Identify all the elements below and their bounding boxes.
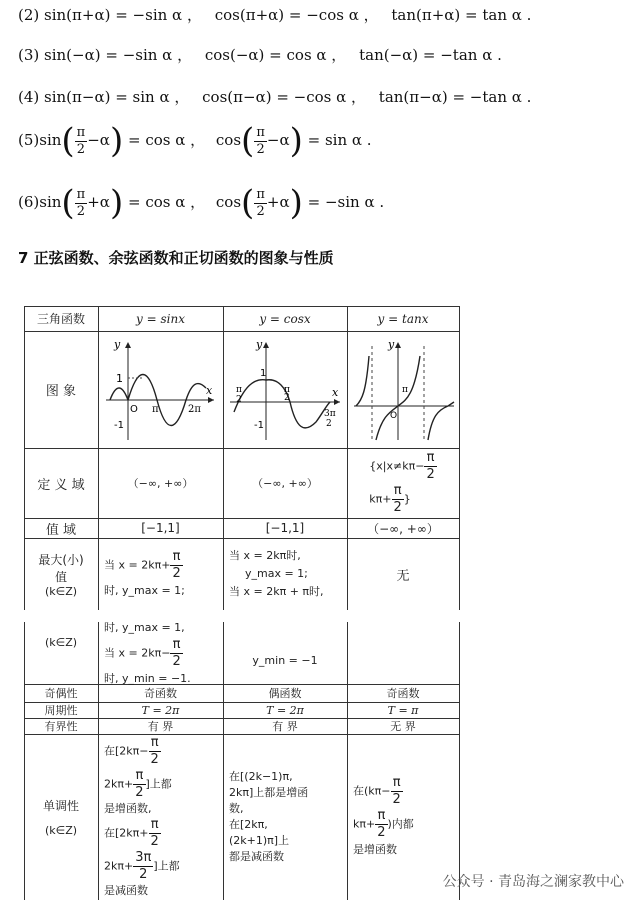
mono-cos-line2: 2kπ]上都是增函 xyxy=(229,786,309,799)
mono-cos-line5: (2k+1)π]上 xyxy=(229,834,290,847)
numerator: π xyxy=(149,817,161,834)
max-label xyxy=(24,538,98,610)
max-tan: 无 xyxy=(396,568,410,584)
denominator: 2 xyxy=(256,203,265,219)
parity-tan: 奇函数 xyxy=(386,687,420,700)
numerator: π xyxy=(375,808,387,825)
mono-cos-line3: 数, xyxy=(229,802,244,815)
fraction xyxy=(392,483,404,516)
fraction xyxy=(75,187,88,220)
mono-sin-line6: 2kπ+ xyxy=(104,859,134,873)
cos-x-label: x xyxy=(332,386,339,399)
mono-sin-line7: ]上都 xyxy=(153,859,180,873)
max-cos xyxy=(223,538,347,610)
formula-number: (6) xyxy=(18,193,40,211)
domain-tan xyxy=(347,448,459,518)
domain-tan-line1: {x|x≠kπ− xyxy=(369,459,425,473)
tan-pi-label: π xyxy=(402,385,408,395)
fraction xyxy=(75,125,88,158)
cos-curve xyxy=(234,380,330,428)
alpha: α xyxy=(279,193,290,211)
domain-cos: （−∞, +∞） xyxy=(252,477,318,490)
sin-y-arrow xyxy=(125,342,131,348)
cont-sin xyxy=(98,622,223,684)
formula-part: sin(π−α) = sin α ， xyxy=(44,88,190,106)
mono-sin-line3: ]上都 xyxy=(145,777,172,791)
func-name: sin xyxy=(39,131,62,149)
mono-sin xyxy=(98,734,223,900)
denominator: 2 xyxy=(172,653,181,669)
formula-3 xyxy=(18,44,502,65)
formula-result: = sin α . xyxy=(307,131,372,149)
fraction xyxy=(170,637,182,670)
fraction xyxy=(133,850,153,883)
formula-part: tan(π+α) = tan α . xyxy=(391,6,532,24)
domain-tan-close: } xyxy=(403,492,411,506)
mono-tan-line2: kπ+ xyxy=(353,817,376,831)
period-sin: T = 2π xyxy=(141,703,180,717)
fraction xyxy=(391,775,403,808)
mono-sin-line8: 是减函数 xyxy=(104,884,148,897)
formula-number: (4) xyxy=(18,88,40,106)
formula-result: = cos α ， xyxy=(127,131,206,149)
numerator: π xyxy=(392,483,404,500)
mono-tan-line4: 是增函数 xyxy=(353,843,397,856)
paren: ( xyxy=(61,121,75,161)
denominator: 2 xyxy=(377,825,386,840)
range-tan: （−∞, +∞） xyxy=(367,521,439,536)
max-cos-line3: 当 x = 2kπ + π时, xyxy=(229,585,324,598)
tan-graph xyxy=(350,336,458,444)
bound-tan: 无 界 xyxy=(390,720,416,733)
max-label-line1: 最大(小) xyxy=(38,552,84,567)
sin-graph xyxy=(102,336,220,444)
formula-result: = −sin α . xyxy=(307,193,385,211)
bound-sin: 有 界 xyxy=(147,720,174,733)
mono-cos-line4: 在[2kπ, xyxy=(229,818,268,831)
denominator: 2 xyxy=(139,867,148,882)
period-label: 周期性 xyxy=(44,704,78,717)
tan-o-label: O xyxy=(390,411,398,421)
cont-cos: y_min = −1 xyxy=(252,653,318,667)
mono-tan-line1: 在(kπ− xyxy=(353,784,391,798)
alpha: α xyxy=(99,193,110,211)
mono-label xyxy=(24,734,98,900)
mono-tan-line3: )内都 xyxy=(387,817,414,831)
numerator: π xyxy=(149,735,161,752)
denominator: 2 xyxy=(135,785,144,800)
mono-cos-line6: 都是减函数 xyxy=(229,850,284,863)
fraction xyxy=(133,768,145,801)
func-name: cos xyxy=(215,193,242,211)
cos-x-arrow xyxy=(334,399,340,405)
numerator: π xyxy=(133,768,145,785)
cos-3pi-den: 2 xyxy=(326,419,332,429)
domain-label: 定 义 域 xyxy=(37,477,85,493)
parity-sin: 奇函数 xyxy=(144,687,177,700)
numerator: π xyxy=(170,549,182,566)
formula-part: cos(π−α) = −cos α ， xyxy=(202,88,367,106)
denominator: 2 xyxy=(172,565,181,581)
alpha: α xyxy=(279,131,290,149)
properties-table-bottom xyxy=(24,622,460,900)
max-label-line3: (k∈Z) xyxy=(44,584,78,598)
mono-label-line1: 单调性 xyxy=(42,799,79,813)
tan-y-label: y xyxy=(388,338,395,351)
formula-part: tan(π−α) = −tan α . xyxy=(378,88,532,106)
paren: ( xyxy=(241,121,255,161)
formula-5 xyxy=(18,121,372,161)
fraction xyxy=(170,549,182,582)
numerator: π xyxy=(170,637,182,654)
header-label: 三角函数 xyxy=(36,312,85,326)
parity-label: 奇偶性 xyxy=(44,687,78,700)
header-tan: y = tanx xyxy=(377,311,429,326)
max-cos-line1: 当 x = 2kπ时, xyxy=(229,549,301,562)
formula-part: cos(−α) = cos α ， xyxy=(204,46,347,64)
sin-one-label: 1 xyxy=(116,372,123,385)
sin-y-label: y xyxy=(114,338,121,351)
formula-2 xyxy=(18,4,531,25)
fraction xyxy=(424,450,436,483)
sin-neg-label: -1 xyxy=(114,420,124,431)
sin-x-label: x xyxy=(206,384,213,397)
denominator: 2 xyxy=(150,752,159,767)
max-sin-line1: 当 x = 2kπ+ xyxy=(104,558,171,571)
formula-6 xyxy=(18,183,385,223)
sin-x-arrow xyxy=(208,397,214,403)
domain-sin: （−∞, +∞） xyxy=(127,477,194,490)
denominator: 2 xyxy=(393,500,402,515)
properties-table-top xyxy=(24,306,460,610)
fraction xyxy=(149,735,161,768)
numerator: π xyxy=(256,186,265,202)
alpha: α xyxy=(99,131,110,149)
cont-label: (k∈Z) xyxy=(44,635,78,649)
max-sin xyxy=(98,538,223,610)
denominator: 2 xyxy=(150,834,159,849)
formula-4 xyxy=(18,86,531,107)
numerator: π xyxy=(76,186,86,202)
formula-number: (3) xyxy=(18,46,40,64)
mono-sin-line4: 是增函数, xyxy=(104,802,152,815)
tan-curve-right xyxy=(428,402,454,440)
mono-cos xyxy=(223,734,347,900)
bound-cos: 有 界 xyxy=(272,720,298,733)
cos-half-pi-den: 2 xyxy=(284,393,290,403)
formula-part: sin(−α) = −sin α ， xyxy=(44,46,193,64)
numerator: π xyxy=(391,775,403,792)
sin-o-label: O xyxy=(130,404,138,415)
watermark: 公众号 · 青岛海之澜家教中心 xyxy=(442,874,624,890)
range-cos: [−1,1] xyxy=(265,521,305,535)
max-cos-line2: y_max = 1; xyxy=(245,567,308,580)
cos-y-label: y xyxy=(256,338,263,351)
range-sin: [−1,1] xyxy=(141,521,180,535)
graph-label: 图 象 xyxy=(45,384,77,399)
header-sin: y = sinx xyxy=(136,311,185,326)
fraction xyxy=(375,808,387,841)
denominator: 2 xyxy=(256,141,265,157)
paren: ) xyxy=(109,121,124,161)
paren: ) xyxy=(109,183,124,223)
max-sin-line2: 时, y_max = 1; xyxy=(104,583,185,597)
formula-part: cos(π+α) = −cos α ， xyxy=(214,6,379,24)
formula-number: (5) xyxy=(18,131,40,149)
mono-cos-line1: 在[(2k−1)π, xyxy=(229,770,293,783)
tan-y-arrow xyxy=(395,342,401,348)
mono-sin-line1: 在[2kπ− xyxy=(104,744,149,758)
operator: + xyxy=(87,193,100,211)
cos-graph xyxy=(226,336,346,444)
sin-2pi-label: 2π xyxy=(188,404,201,415)
operator: + xyxy=(266,193,280,211)
fraction xyxy=(254,125,267,158)
section-title: 7 正弦函数、余弦函数和正切函数的图象与性质 xyxy=(18,249,334,267)
numerator: π xyxy=(424,450,436,467)
paren: ) xyxy=(289,121,303,161)
cos-one-label: 1 xyxy=(260,368,267,379)
cos-neg-half-pi-den: 2 xyxy=(236,395,242,405)
numerator: π xyxy=(256,124,265,140)
paren: ( xyxy=(241,183,255,223)
formula-part: sin(π+α) = −sin α ， xyxy=(44,6,202,24)
formula-part: tan(−α) = −tan α . xyxy=(359,46,502,64)
domain-tan-line2: kπ+ xyxy=(369,492,392,506)
header-cos: y = cosx xyxy=(259,311,311,326)
denominator: 2 xyxy=(426,467,435,482)
bound-label: 有界性 xyxy=(44,720,78,733)
tan-curve-left xyxy=(356,356,369,406)
numerator: 3π xyxy=(135,850,152,865)
formula-result: = cos α ， xyxy=(127,193,206,211)
period-tan: T = π xyxy=(387,703,419,717)
denominator: 2 xyxy=(392,792,401,807)
paren: ( xyxy=(61,183,75,223)
numerator: π xyxy=(76,124,86,140)
cos-neg-half-pi: π xyxy=(236,385,242,395)
cos-half-pi: π xyxy=(284,385,290,395)
max-label-line2: 值 xyxy=(54,569,67,584)
mono-sin-line2: 2kπ+ xyxy=(104,777,134,791)
operator: − xyxy=(87,131,100,149)
sin-pi-label: π xyxy=(152,404,159,415)
mono-sin-line5: 在[2kπ+ xyxy=(104,826,149,840)
cont-sin-line2: 当 x = 2kπ− xyxy=(104,646,171,659)
parity-cos: 偶函数 xyxy=(268,687,302,700)
mono-label-line2: (k∈Z) xyxy=(44,824,78,837)
denominator: 2 xyxy=(76,141,86,157)
fraction xyxy=(149,817,161,850)
func-name: cos xyxy=(215,131,242,149)
paren: ) xyxy=(289,183,303,223)
cont-sin-line3: 时, y_min = −1. xyxy=(104,671,191,685)
fraction xyxy=(254,187,267,220)
cont-sin-line1: 时, y_max = 1, xyxy=(104,620,185,634)
period-cos: T = 2π xyxy=(266,703,304,717)
range-label: 值 域 xyxy=(45,522,77,538)
operator: − xyxy=(266,131,280,149)
cos-neg-label: -1 xyxy=(254,420,264,431)
formula-number: (2) xyxy=(18,6,40,24)
cos-y-arrow xyxy=(263,342,269,348)
func-name: sin xyxy=(39,193,62,211)
denominator: 2 xyxy=(76,203,86,219)
cos-3pi-label: 3π xyxy=(324,409,336,419)
